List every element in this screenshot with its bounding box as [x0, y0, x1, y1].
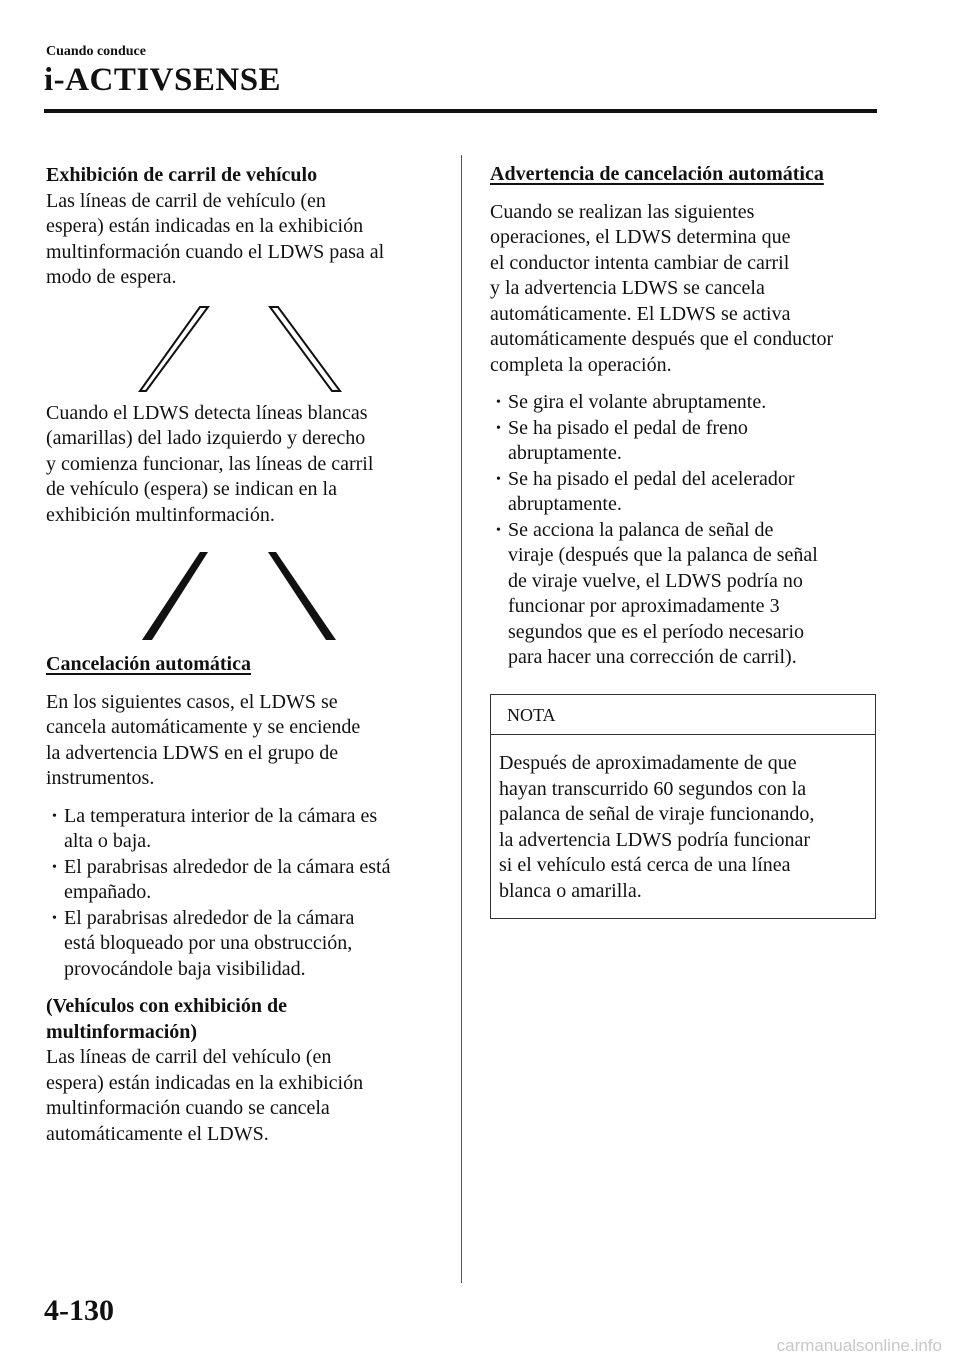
figure-active-lane-lines — [46, 540, 441, 652]
heading-auto-cancel-warning: Advertencia de cancelación automática — [490, 163, 824, 185]
heading-multinfo-vehicles: (Vehículos con exhibición de multinformación) — [46, 995, 287, 1043]
list-item: • Se ha pisado el pedal de freno abruptamente. — [496, 416, 748, 464]
list-item: • La temperatura interior de la cámara es alta o baja. — [52, 804, 378, 852]
list-item: • El parabrisas alrededor de la cámara está bloqueado por una obstrucción, provocándole baja visibilidad. — [52, 906, 355, 980]
cancel-conditions-list — [46, 804, 441, 983]
left-column — [46, 163, 441, 1147]
paragraph-multinfo: Las líneas de carril del vehículo (en espera) están indicadas en la exhibición multinformación cuando se cancela automáticamente el LDWS. — [46, 1046, 364, 1145]
list-item: • Se gira el volante abruptamente. — [496, 391, 767, 413]
header-rule — [44, 109, 877, 113]
solid-lane-lines-graphic — [134, 552, 344, 644]
operations-list — [490, 390, 880, 671]
list-item: • Se ha pisado el pedal del acelerador abruptamente. — [496, 467, 795, 515]
list-item: • El parabrisas alrededor de la cámara está empañado. — [52, 855, 391, 903]
paragraph-auto-cancel: En los siguientes casos, el LDWS se cancela automáticamente y se enciende la advertencia LDWS en el grupo de instrumentos. — [46, 690, 361, 789]
figure-standby-lane-lines — [46, 303, 441, 401]
note-body: Después de aproximadamente de que hayan transcurrido 60 segundos con la palanca de señal de viraje funcionando, la advertencia LDWS podría funcionar si el vehículo está cerca de una línea blanca o amarilla. — [499, 752, 815, 902]
paragraph-standby: Las líneas de carril de vehículo (en espera) están indicadas en la exhibición multinformación cuando el LDWS pasa al modo de espera. — [46, 189, 385, 288]
list-item: • Se acciona la palanca de señal de viraje (después que la palanca de señal de viraje vuelve, el LDWS podría no funcionar por aproximadamente 3 segundos que es el período necesario para hacer una corrección de carril). — [496, 518, 818, 668]
paragraph-detect: Cuando el LDWS detecta líneas blancas (amarillas) del lado izquierdo y derecho y comienza funcionar, las líneas de carril de vehículo (espera) se indican en la exhibición multinformación. — [46, 401, 374, 526]
heading-lane-display: Exhibición de carril de vehículo — [46, 164, 318, 186]
watermark: carmanualsonline.info — [776, 1336, 942, 1355]
note-box — [490, 694, 876, 920]
page-title: i-ACTIVSENSE — [44, 62, 282, 98]
right-column — [490, 162, 880, 919]
outline-lane-lines-graphic — [134, 305, 344, 397]
column-divider — [461, 155, 462, 1283]
note-title: NOTA — [491, 695, 875, 736]
paragraph-operations: Cuando se realizan las siguientes operaciones, el LDWS determina que el conductor intenta cambiar de carril y la advertencia LDWS se cancela automáticamente. El LDWS se activa automáticamente después que el conductor completa la operación. — [490, 200, 834, 376]
page-number: 4-130 — [44, 1294, 114, 1327]
running-header-section: Cuando conduce — [46, 44, 146, 59]
heading-auto-cancel: Cancelación automática — [46, 653, 251, 675]
